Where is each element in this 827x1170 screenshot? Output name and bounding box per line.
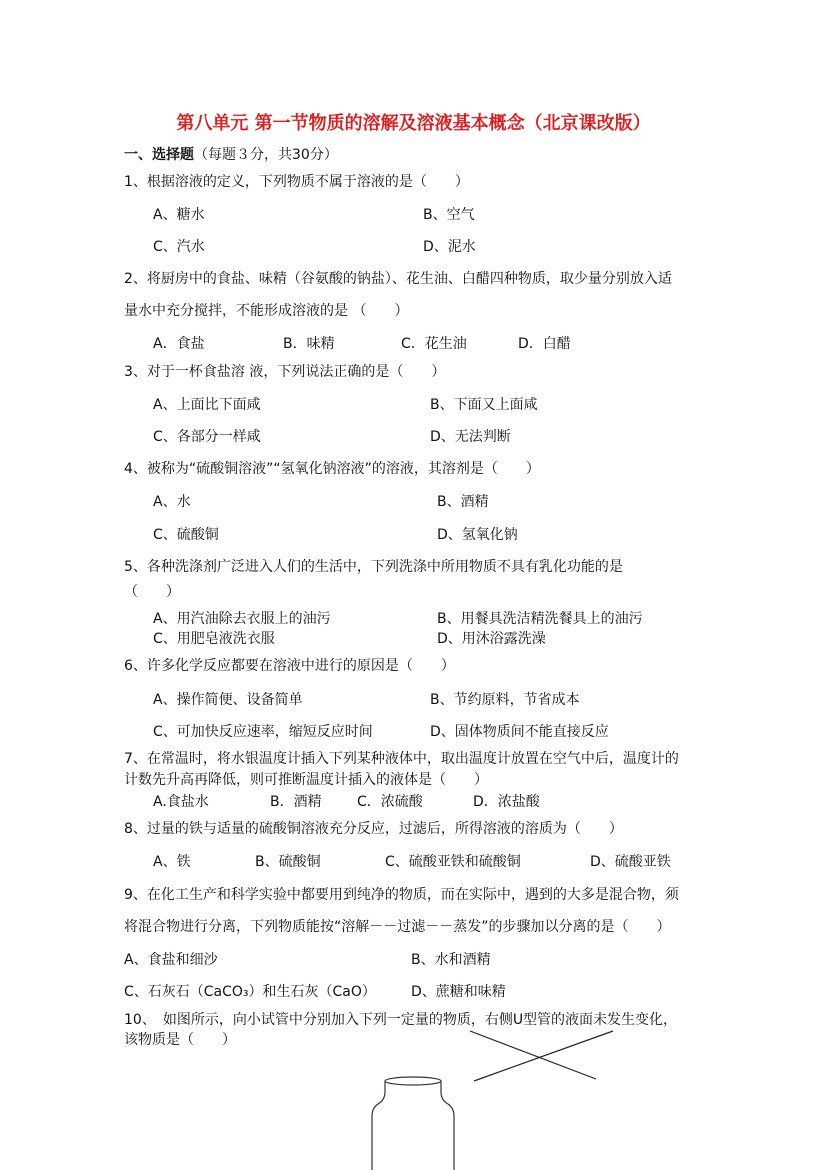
q9-option-c: C、石灰石（CaCO₃）和生石灰（CaO） [124, 984, 376, 1000]
q7-option-b: B．酒精 [270, 794, 322, 810]
q7-stem-line1: 7、在常温时，将水银温度计插入下列某种液体中，取出温度计放置在空气中后，温度计的 [124, 751, 679, 767]
q5-option-b: B、用餐具洗洁精洗餐具上的油污 [437, 611, 643, 627]
cross-line-2 [474, 1031, 613, 1081]
q10-stem-line2: 该物质是（ ） [124, 1032, 236, 1048]
bottle-mouth [385, 1077, 441, 1085]
bottle-left-wall [372, 1081, 385, 1170]
q8-option-b: B、硫酸铜 [255, 854, 321, 870]
q5-stem-line2: （ ） [124, 584, 180, 600]
page-title: 第八单元 第一节物质的溶解及溶液基本概念（北京课改版） [176, 113, 651, 134]
bottle-right-wall [441, 1081, 454, 1170]
q9-option-d: D、蔗糖和味精 [411, 984, 506, 1000]
q4-option-a: A、水 [153, 494, 191, 510]
q4-stem: 4、被称为“硫酸铜溶液”“氢氧化钠溶液”的溶液，其溶剂是（ ） [124, 461, 540, 477]
q2-option-d: D．白醋 [518, 336, 571, 352]
q4-option-c: C、硫酸铜 [153, 527, 219, 543]
q5-option-c: C、用肥皂液洗衣服 [153, 631, 275, 647]
q2-option-b: B．味精 [283, 336, 335, 352]
q3-option-c: C、各部分一样咸 [153, 429, 261, 445]
q9-option-b: B、水和酒精 [411, 952, 491, 968]
q2-option-a: A．食盐 [153, 336, 205, 352]
q7-option-c: C．浓硫酸 [357, 794, 423, 810]
cross-line-1 [470, 1031, 596, 1079]
q7-option-a: A.食盐水 [153, 794, 209, 810]
q4-option-b: B、酒精 [437, 494, 489, 510]
q6-option-a: A、操作简便、设备简单 [153, 692, 303, 708]
q8-option-a: A、铁 [153, 854, 191, 870]
q9-stem-line1: 9、在化工生产和科学实验中都要用到纯净的物质，而在实际中，遇到的大多是混合物，须 [124, 887, 679, 903]
q7-stem-line2: 计数先升高再降低，则可推断温度计插入的液体是（ ） [124, 772, 488, 788]
q6-stem: 6、许多化学反应都要在溶液中进行的原因是（ ） [124, 658, 455, 674]
reagent-bottle [372, 1077, 454, 1170]
q1-stem: 1、根据溶液的定义，下列物质不属于溶液的是（ ） [124, 174, 469, 190]
q6-option-c: C、可加快反应速率，缩短反应时间 [153, 724, 373, 740]
q1-option-a: A、糖水 [153, 207, 205, 223]
q3-option-b: B、下面又上面咸 [430, 397, 538, 413]
q6-option-b: B、节约原料，节省成本 [430, 692, 580, 708]
q2-option-c: C．花生油 [401, 336, 467, 352]
q9-option-a: A、食盐和细沙 [124, 952, 218, 968]
q2-stem-line2: 量水中充分搅拌，不能形成溶液的是 （ ） [124, 303, 409, 319]
q5-stem-line1: 5、各种洗涤剂广泛进入人们的生活中，下列洗涤中所用物质不具有乳化功能的是 [124, 559, 623, 575]
q3-option-d: D、无法判断 [430, 429, 511, 445]
q2-stem-line1: 2、将厨房中的食盐、味精（谷氨酸的钠盐）、花生油、白醋四种物质，取少量分别放入适 [124, 271, 672, 287]
q5-option-d: D、用沐浴露洗澡 [437, 631, 546, 647]
u-tube-cross-lines [470, 1031, 613, 1081]
q5-option-a: A、用汽油除去衣服上的油污 [153, 611, 331, 627]
q10-stem-line1: 10、 如图所示，向小试管中分别加入下列一定量的物质，右侧U型管的液面未发生变化， [124, 1012, 678, 1028]
q9-stem-line2: 将混合物进行分离，下列物质能按“溶解－－过滤－－蒸发”的步骤加以分离的是（ ） [124, 919, 671, 935]
section-heading-note: （每题３分，共30分） [194, 147, 338, 163]
q3-option-a: A、上面比下面咸 [153, 397, 261, 413]
q4-option-d: D、氢氧化钠 [437, 527, 518, 543]
q1-option-b: B、空气 [423, 207, 475, 223]
q1-option-d: D、泥水 [423, 239, 476, 255]
q6-option-d: D、固体物质间不能直接反应 [430, 724, 609, 740]
q8-option-c: C、硫酸亚铁和硫酸铜 [385, 854, 521, 870]
q8-stem: 8、过量的铁与适量的硫酸铜溶液充分反应，过滤后，所得溶液的溶质为（ ） [124, 821, 623, 837]
q8-option-d: D、硫酸亚铁 [590, 854, 671, 870]
q1-option-c: C、汽水 [153, 239, 205, 255]
section-heading-label: 一、选择题 [124, 147, 194, 163]
q3-stem: 3、对于一杯食盐溶 液，下列说法正确的是（ ） [124, 364, 446, 380]
q7-option-d: D．浓盐酸 [473, 794, 540, 810]
